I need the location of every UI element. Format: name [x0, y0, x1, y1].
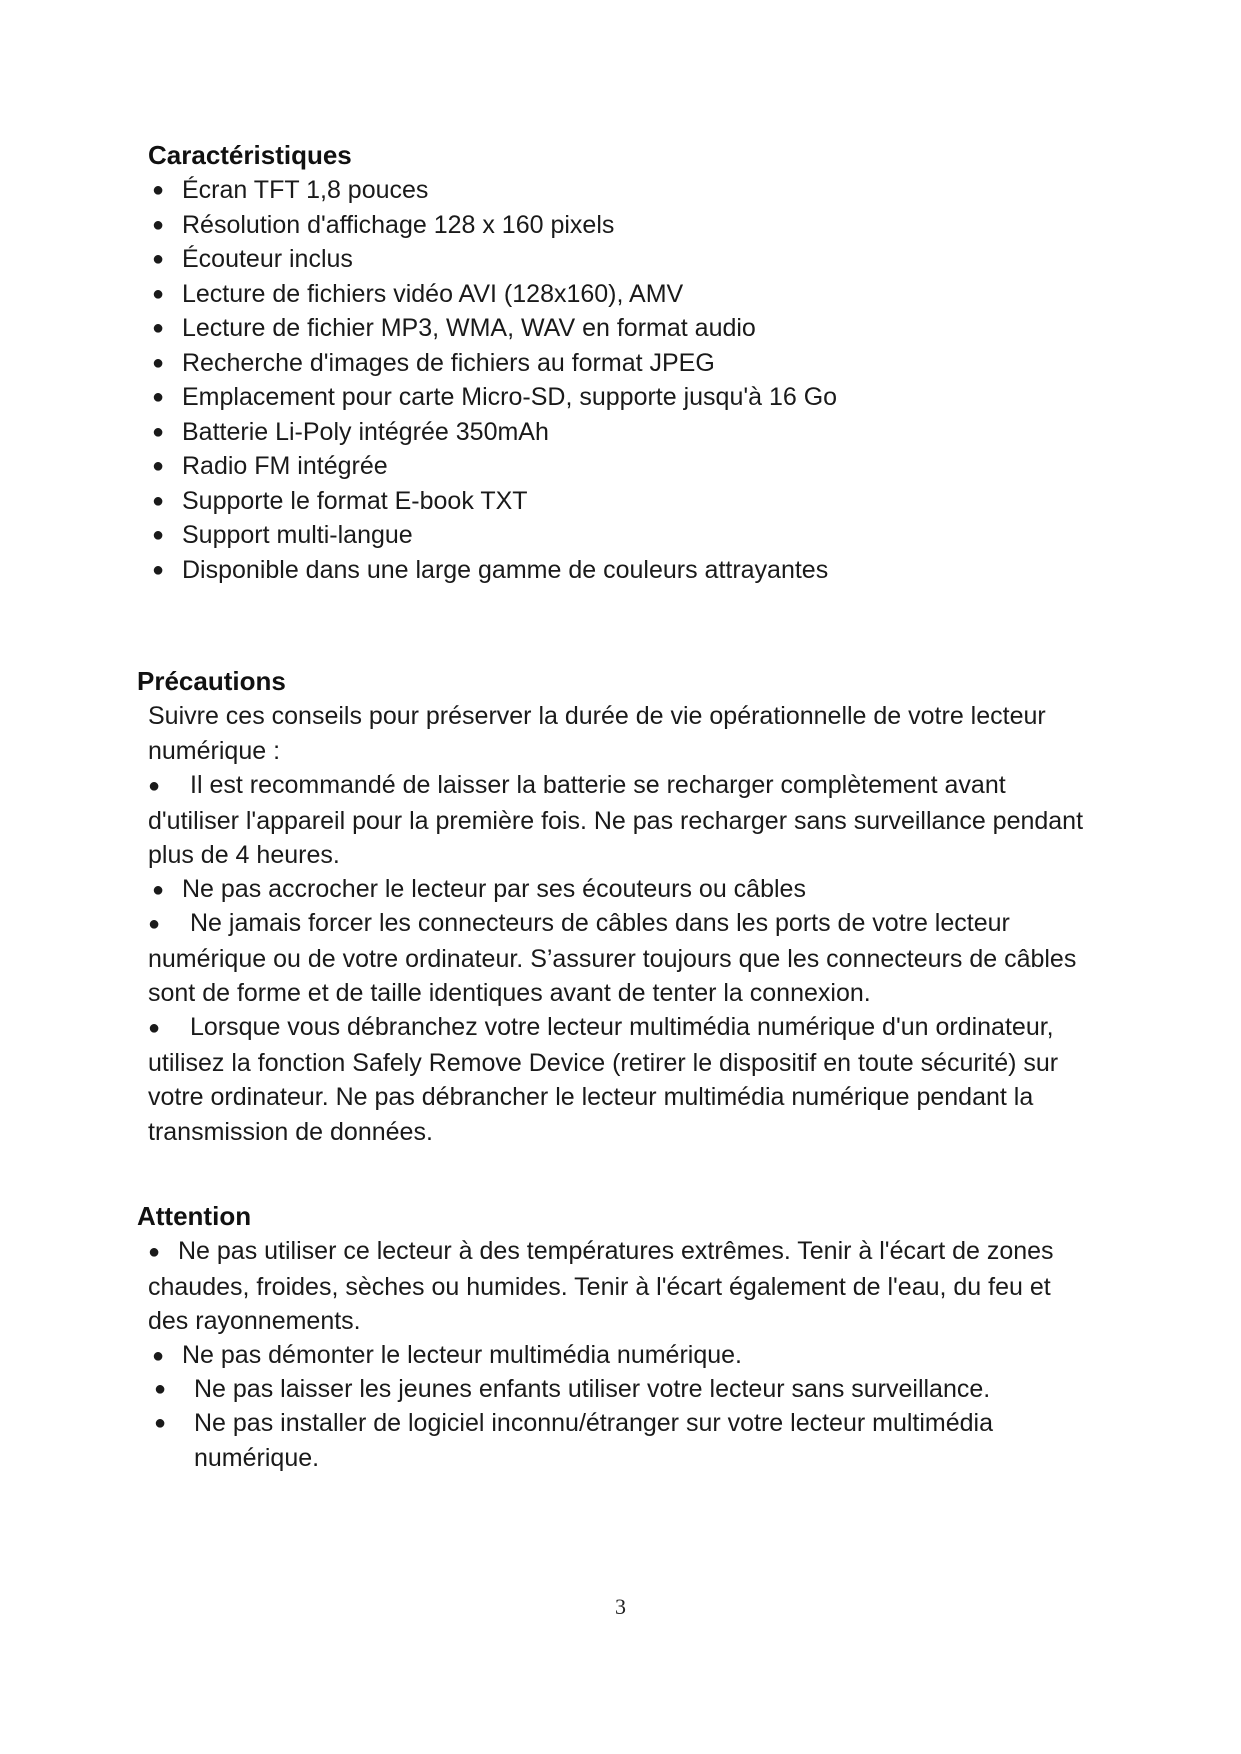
- list-item: ● Batterie Li-Poly intégrée 350mAh: [150, 415, 837, 450]
- bullet-icon: ●: [152, 248, 165, 270]
- bullet-icon: ●: [152, 1345, 165, 1367]
- bullet-icon: ●: [152, 489, 165, 512]
- precautions-intro: Suivre ces conseils pour préserver la durée de vie opérationnelle de votre lecteur numérique :: [148, 702, 1046, 765]
- precautions-title: Précautions: [137, 666, 286, 696]
- bullet-icon: ●: [148, 1241, 161, 1263]
- list-item: ● Résolution d'affichage 128 x 160 pixels: [150, 208, 837, 243]
- bullet-icon: ●: [152, 386, 165, 408]
- list-item: ● Lecture de fichier MP3, WMA, WAV en format audio: [150, 311, 837, 346]
- bullet-icon: ●: [152, 351, 165, 374]
- list-item: ● Lecture de fichiers vidéo AVI (128x160), AMV: [150, 277, 837, 312]
- attention-item: ● Ne pas laisser les jeunes enfants utiliser votre lecteur sans surveillance.: [150, 1372, 1094, 1407]
- bullet-icon: ●: [152, 420, 165, 443]
- precaution-item: ● Il est recommandé de laisser la batterie se recharger complètement avant d'utiliser l'appareil pour la première fois. Ne pas recharger sans surveillance pendant plus de 4 heures.: [148, 771, 1084, 869]
- attention-title: Attention: [137, 1201, 252, 1231]
- precaution-item: ● Ne jamais forcer les connecteurs de câbles dans les ports de votre lecteur numérique ou de votre ordinateur. S’assurer toujours que les connecteurs de câbles sont de forme et de taille identiques avant de tenter la connexion.: [148, 909, 1077, 1007]
- list-item: ● Écouteur inclus: [150, 242, 837, 277]
- bullet-icon: ●: [152, 317, 165, 339]
- bullet-icon: ●: [152, 213, 165, 236]
- bullet-icon: ●: [152, 179, 165, 201]
- page-number: 3: [615, 1594, 626, 1619]
- attention-item: ● Ne pas installer de logiciel inconnu/étranger sur votre lecteur multimédia numérique.: [150, 1406, 1094, 1475]
- bullet-icon: ●: [152, 524, 165, 546]
- features-title: Caractéristiques: [148, 140, 352, 170]
- list-item: ● Disponible dans une large gamme de couleurs attrayantes: [150, 553, 837, 588]
- bullet-icon: ●: [152, 879, 165, 901]
- attention-item: ● Ne pas utiliser ce lecteur à des températures extrêmes. Tenir à l'écart de zones chaudes, froides, sèches ou humides. Tenir à l'écart également de l'eau, du feu et des rayonnements.: [148, 1237, 1054, 1335]
- bullet-icon: ●: [154, 1378, 167, 1400]
- attention-item: ● Ne pas démonter le lecteur multimédia numérique.: [152, 1338, 1087, 1374]
- bullet-icon: ●: [152, 455, 165, 477]
- bullet-icon: ●: [148, 1017, 161, 1039]
- features-list: [150, 173, 837, 587]
- list-item: ● Radio FM intégrée: [150, 449, 837, 484]
- bullet-icon: ●: [152, 282, 165, 305]
- list-item: ● Écran TFT 1,8 pouces: [150, 173, 837, 208]
- bullet-icon: ●: [148, 775, 161, 797]
- list-item: ● Recherche d'images de fichiers au format JPEG: [150, 346, 837, 381]
- list-item: ● Support multi-langue: [150, 518, 837, 553]
- bullet-icon: ●: [148, 913, 161, 935]
- precaution-item: ● Ne pas accrocher le lecteur par ses écouteurs ou câbles: [152, 872, 1092, 908]
- bullet-icon: ●: [152, 558, 165, 581]
- list-item: ● Supporte le format E-book TXT: [150, 484, 837, 519]
- list-item: ● Emplacement pour carte Micro-SD, supporte jusqu'à 16 Go: [150, 380, 837, 415]
- bullet-icon: ●: [154, 1412, 167, 1434]
- precaution-item: ● Lorsque vous débranchez votre lecteur multimédia numérique d'un ordinateur, utilisez la fonction Safely Remove Device (retirer le dispositif en toute sécurité) sur votre ordinateur. Ne pas débrancher le lecteur multimédia numérique pendant la transmission de données.: [148, 1013, 1059, 1146]
